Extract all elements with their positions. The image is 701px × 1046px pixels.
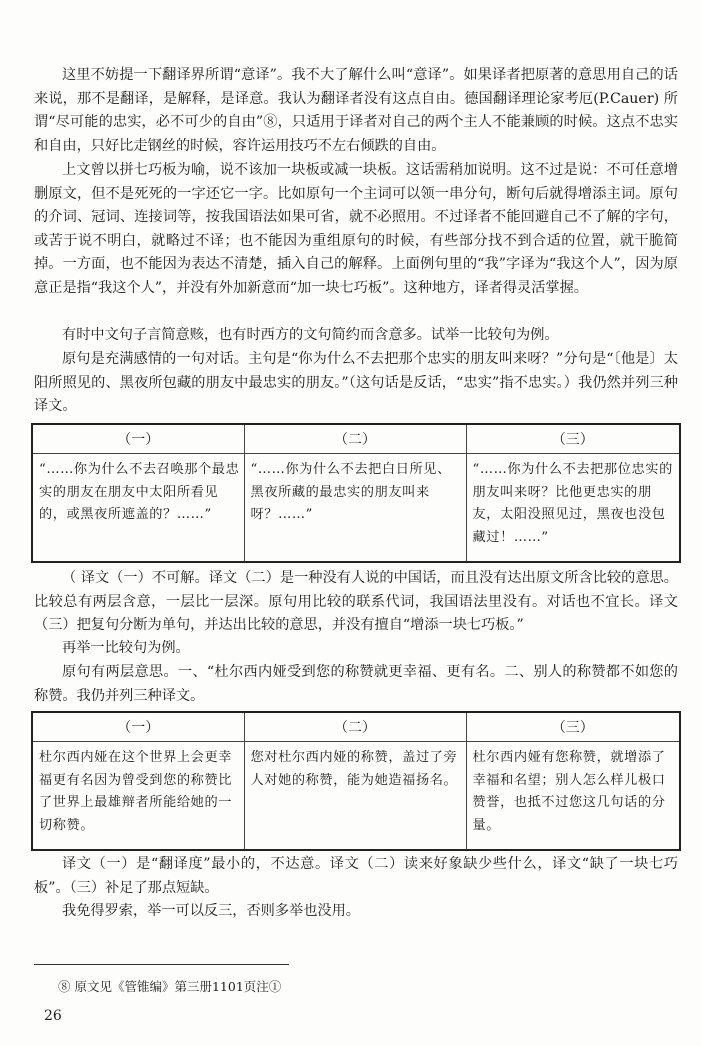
table1-cell-3: “……你为什么不去把那位忠实的朋友叫来呀？比他更忠实的朋友，太阳没照见过，黑夜也没包藏过！……” — [466, 454, 680, 563]
table2-cell-3: 杜尔西内娅有您称赞，就增添了幸福和名望；别人怎么样儿极口赞誉，也抵不过您这几句话的分量。 — [466, 742, 680, 851]
table1-cell-1: “……你为什么不去召唤那个最忠实的朋友在朋友中太阳所看见的，或黑夜所遮盖的？……” — [32, 454, 244, 563]
paragraph-conclusion: 我免得罗索，举一可以反三，否则多举也没用。 — [62, 903, 360, 919]
translation-table-2 — [31, 711, 681, 851]
paragraph-another-example: 再举一比较句为例。 — [62, 640, 190, 656]
paragraph-example-2: 原句有两层意思。一、“杜尔西内娅受到您的称赞就更幸福、更有名。二、别人的称赞都不如您的称赞。我仍并列三种译文。 — [34, 664, 678, 704]
paragraph-tangram: 上文曾以拼七巧板为喻，说不该加一块板或减一块板。这话需稍加说明。这不过是说：不可任意增删原文，但不是死死的一字还它一字。比如原句一个主词可以领一串分句，断句后就得增添主词。原句的介词、冠词、连接词等，按我国语法如果可省，就不必照用。不过译者不能回避自己不了解的字句，或苦于说不明白，就略过不译；也不能因为重组原句的时候，有些部分找不到合适的位置，就干脆简掉。一方面，也不能因为表达不清楚，插入自己的解释。上面例句里的“我”字译为“我这个人”，因为原意正是指“我这个人”，并没有外加新意而“加一块七巧板”。这种地方，译者得灵活掌握。 — [34, 162, 678, 296]
paragraph-comparison-intro: 有时中文句子言简意赅，也有时西方的文句简约而含意多。试举一比较句为例。 — [62, 327, 559, 343]
footnote-divider — [34, 964, 289, 965]
table1-header-1: （一） — [32, 424, 244, 454]
translation-table-1 — [31, 423, 681, 563]
table2-header-2: （二） — [244, 712, 466, 742]
footnote: ⑧ 原文见《管锥编》第三册1101页注① — [58, 979, 282, 994]
table2-cell-1: 杜尔西内娅在这个世界上会更幸福更有名因为曾受到您的称赞比了世界上最雄辩者所能给她的一切称赞。 — [32, 742, 244, 851]
table2-header-1: （一） — [32, 712, 244, 742]
page-number: 26 — [44, 1008, 62, 1024]
paragraph-free-translation: 这里不妨提一下翻译界所谓“意译”。我不大了解什么叫“意译”。如果译者把原著的意思用自己的话来说，那不是翻译，是解释，是译意。我认为翻译者没有这点自由。德国翻译理论家考厄(P.Cauer) 所谓“尽可能的忠实，必不可少的自由”⑧，只适用于译者对自己的两个主人不能兼顾的时候。这点不忠实和自由，只好比走钢丝的时候，容许运用技巧不左右倾跌的自由。 — [34, 67, 678, 154]
paragraph-example-1: 原句是充满感情的一句对话。主句是“你为什么不去把那个忠实的朋友叫来呀？”分句是“〔他是〕太阳所照见的、黑夜所包藏的朋友中最忠实的朋友。”（这句话是反话，“忠实”指不忠实。）我仍然并列三种译文。 — [34, 351, 678, 415]
table1-header-2: （二） — [244, 424, 466, 454]
table1-cell-2: “……你为什么不去把白日所见、黑夜所藏的最忠实的朋友叫来呀？……” — [244, 454, 466, 563]
table2-header-3: （三） — [466, 712, 680, 742]
table1-header-3: （三） — [466, 424, 680, 454]
table2-cell-2: 您对杜尔西内娅的称赞，盖过了旁人对她的称赞，能为她造福扬名。 — [244, 742, 466, 851]
paragraph-analysis-2: 译文（一）是“翻译度”最小的，不达意。译文（二）读来好象缺少些什么，译文“缺了一块七巧板”。（三）补足了那点短缺。 — [34, 856, 678, 896]
paragraph-analysis-1: （ 译文（一）不可解。译文（二）是一种没有人说的中国话，而且没有达出原文所含比较的意思。比较总有两层含意，一层比一层深。原句用比较的联系代词，我国语法里没有。对话也不宜长。译文（三）把复句分断为单句，并达出比较的意思，并没有擅自“增添一块七巧板。” — [34, 570, 678, 634]
